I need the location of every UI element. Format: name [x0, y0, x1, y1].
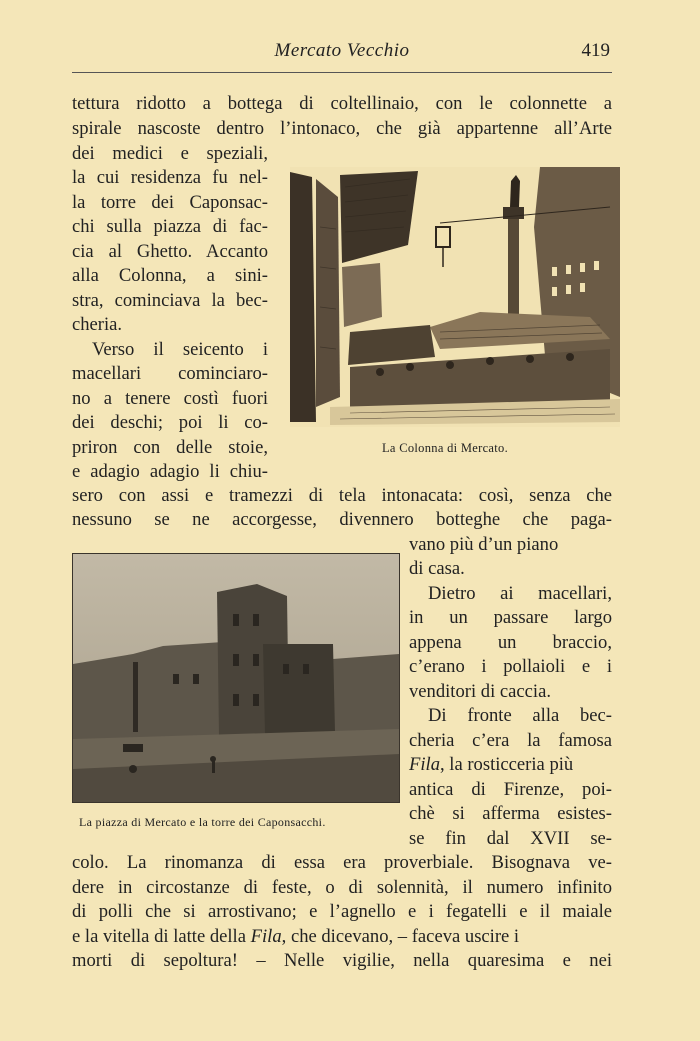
figure-caption-colonna: La Colonna di Mercato.	[382, 441, 509, 455]
text-line: Dietro ai macellari,	[428, 583, 612, 604]
text-line: dei deschi; poi li co-	[72, 412, 268, 433]
text-line: vano più d’un piano	[409, 534, 559, 555]
text-line: in un passare largo	[409, 607, 612, 628]
text-line: chi sulla piazza di fac-	[72, 216, 268, 237]
text-line: Di fronte alla bec-	[428, 705, 612, 726]
text-line: cheria c’era la famosa	[409, 730, 612, 751]
text-line: alla Colonna, a sini-	[72, 265, 268, 286]
text-line: chè si afferma esistes-	[409, 803, 612, 824]
text-line: colo. La rinomanza di essa era proverbiale. Bisognava ve-	[72, 852, 612, 873]
text-line: la torre dei Caponsac-	[72, 192, 268, 213]
text-line: no a tenere costì fuori	[72, 388, 268, 409]
fila-italic: Fila	[409, 754, 440, 775]
text-line: c’erano i pollaioli e i	[409, 656, 612, 677]
text-line: appena un braccio,	[409, 632, 612, 653]
text-line: priron con delle stoie,	[72, 437, 268, 458]
text-line: macellari cominciaro-	[72, 363, 268, 384]
text-line: stra, cominciava la bec-	[72, 290, 268, 311]
text-line: morti di sepoltura! – Nelle vigilie, nella quaresima e nei	[72, 950, 612, 971]
text-line: cheria.	[72, 314, 123, 335]
text-line: se fin dal XVII se-	[409, 828, 612, 849]
running-head: Mercato Vecchio	[274, 40, 410, 61]
text-line: nessuno se ne accorgesse, divennero botteghe che paga-	[72, 509, 612, 530]
text-line: dere in circostanze di feste, o di solennità, il numero infinito	[72, 877, 612, 898]
text-line: tettura ridotto a bottega di coltellinaio, con le colonnette a	[72, 93, 612, 114]
text-line: cia al Ghetto. Accanto	[72, 241, 268, 262]
fila-italic: Fila	[250, 926, 282, 947]
text-line: sero con assi e tramezzi di tela intonacata: così, senza che	[72, 485, 612, 506]
text-line: dei medici e speziali,	[72, 143, 268, 164]
text-line: spirale nascoste dentro l’intonaco, che già appartenne all’Arte	[72, 118, 612, 139]
text-line: antica di Firenze, poi-	[409, 779, 612, 800]
page-header	[72, 38, 612, 73]
colonna-engraving	[290, 167, 620, 427]
text-line	[72, 925, 612, 950]
text-line: e adagio adagio li chiu-	[72, 461, 268, 482]
text-line: venditori di caccia.	[409, 681, 551, 702]
piazza-photograph	[72, 553, 400, 803]
text-line: di polli che si arrostivano; e l’agnello e i fegatelli e il maiale	[72, 901, 612, 922]
figure-caption-piazza: La piazza di Mercato e la torre dei Caponsacchi.	[79, 815, 326, 829]
page-number: 419	[581, 40, 610, 61]
text-line: Verso il seicento i	[92, 339, 268, 360]
text-span: e la vitella di latte della Fila, che dicevano, – faceva uscire i	[72, 926, 520, 947]
text-line: di casa.	[409, 558, 465, 579]
text-line: la cui residenza fu nel-	[72, 167, 268, 188]
text-line: Fila, la rosticceria più	[409, 754, 574, 775]
